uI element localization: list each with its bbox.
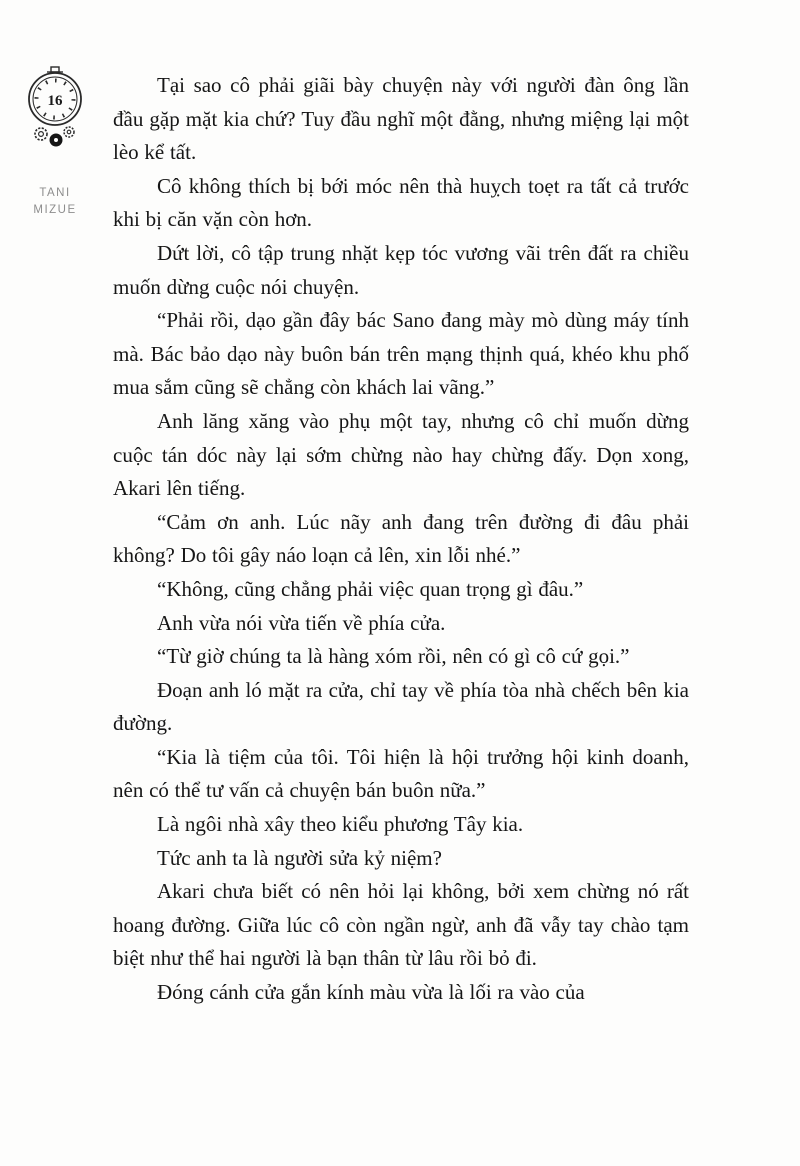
- page-margin-ornament: [22, 66, 88, 219]
- paragraph-list: [113, 69, 689, 1010]
- paragraph: Tại sao cô phải giãi bày chuyện này với người đàn ông lần đầu gặp mặt kia chứ? Tuy đầu nghĩ một đằng, nhưng miệng lại một lèo kể tất.: [113, 73, 689, 165]
- author-name-line2: MIZUE: [33, 204, 77, 216]
- author-name-line1: TANI: [39, 187, 71, 199]
- paragraph: Là ngôi nhà xây theo kiểu phương Tây kia.: [157, 812, 524, 837]
- author-name: [22, 185, 88, 219]
- paragraph: “Không, cũng chẳng phải việc quan trọng gì đâu.”: [157, 576, 584, 601]
- paragraph: Đoạn anh ló mặt ra cửa, chỉ tay về phía tòa nhà chếch bên kia đường.: [113, 677, 689, 736]
- paragraph: Anh lăng xăng vào phụ một tay, nhưng cô chỉ muốn dừng cuộc tán dóc này lại sớm chừng nào hay chừng đấy. Dọn xong, Akari lên tiếng.: [113, 408, 689, 501]
- paragraph: Dứt lời, cô tập trung nhặt kẹp tóc vương vãi trên đất ra chiều muốn dừng cuộc nói chuyện.: [113, 240, 689, 299]
- paragraph: “Kia là tiệm của tôi. Tôi hiện là hội trưởng hội kinh doanh, nên có thể tư vấn cả chuyện bán buôn nữa.”: [113, 744, 689, 803]
- page-number: 16: [47, 93, 63, 109]
- page-text: [113, 69, 689, 1010]
- paragraph: Akari chưa biết có nên hỏi lại không, bởi xem chừng nó rất hoang đường. Giữa lúc cô còn ngần ngừ, anh đã vẫy tay chào tạm biệt như thể hai người là bạn thân từ lâu rồi bỏ đi.: [113, 879, 689, 971]
- paragraph: “Từ giờ chúng ta là hàng xóm rồi, nên có gì cô cứ gọi.”: [157, 644, 630, 669]
- paragraph: “Phải rồi, dạo gần đây bác Sano đang mày mò dùng máy tính mà. Bác bảo dạo này buôn bán trên mạng thịnh quá, khéo khu phố mua sắm cũng sẽ chẳng còn khách lai vãng.”: [113, 308, 689, 400]
- paragraph: Anh vừa nói vừa tiến về phía cửa.: [157, 610, 446, 635]
- paragraph: “Cảm ơn anh. Lúc nãy anh đang trên đường đi đâu phải không? Do tôi gây náo loạn cả lên, xin lỗi nhé.”: [113, 509, 689, 568]
- paragraph: Cô không thích bị bới móc nên thà huỵch toẹt ra tất cả trước khi bị căn vặn còn hơn.: [113, 173, 689, 232]
- clock-icon: [25, 66, 85, 159]
- paragraph: Tức anh ta là người sửa kỷ niệm?: [157, 845, 442, 870]
- paragraph: Đóng cánh cửa gắn kính màu vừa là lối ra vào của: [157, 980, 585, 1005]
